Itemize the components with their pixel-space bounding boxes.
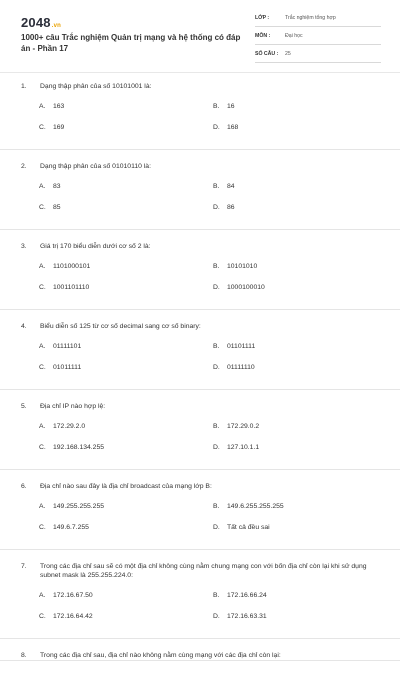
- site-logo[interactable]: [21, 15, 61, 30]
- option-text: 163: [53, 103, 65, 110]
- answer-option[interactable]: [39, 204, 61, 211]
- document-title: 1000+ câu Trắc nghiệm Quản trị mạng và hệ thống có đáp án - Phần 17: [21, 33, 241, 53]
- answer-option[interactable]: [213, 423, 259, 430]
- option-text: 01101111: [227, 343, 256, 350]
- question-text: [0, 651, 400, 660]
- option-letter: D.: [213, 204, 220, 211]
- answer-option[interactable]: [39, 592, 93, 599]
- question-text: [0, 562, 400, 580]
- answer-option[interactable]: [213, 204, 235, 211]
- option-letter: A.: [39, 343, 46, 350]
- option-letter: C.: [39, 204, 46, 211]
- option-text: 172.29.2.0: [53, 423, 86, 430]
- question-text: [0, 242, 400, 251]
- answer-option[interactable]: [213, 524, 270, 531]
- option-letter: B.: [213, 103, 220, 110]
- answer-options: [0, 343, 400, 389]
- answer-option[interactable]: [39, 183, 61, 190]
- answer-option[interactable]: [213, 343, 255, 350]
- answer-option[interactable]: [213, 613, 267, 620]
- option-text: 192.168.134.255: [53, 444, 105, 451]
- question-item: [0, 651, 400, 661]
- question-stem: Địa chỉ IP nào hợp lệ:: [40, 403, 106, 410]
- logo-text: 2048: [21, 15, 51, 30]
- answer-option[interactable]: [213, 444, 259, 451]
- answer-option[interactable]: [39, 423, 85, 430]
- logo-suffix: .vn: [51, 23, 62, 29]
- meta-row-count: [255, 50, 381, 63]
- question-number: 2.: [21, 163, 27, 170]
- option-text: 149.6.255.255.255: [227, 503, 284, 510]
- option-text: 10101010: [227, 263, 258, 270]
- question-stem: Trong các địa chỉ sau sẽ có một địa chỉ không cùng nằm chung mạng con với bốn địa chỉ còn lại khi sử dụng subnet mask là 255.255.224.0:: [40, 563, 367, 579]
- question-number: 4.: [21, 323, 27, 330]
- answer-options: [0, 503, 400, 549]
- option-letter: B.: [213, 503, 220, 510]
- question-stem: Trong các địa chỉ sau, địa chỉ nào không nằm cùng mạng với các địa chỉ còn lại:: [40, 652, 281, 659]
- option-letter: A.: [39, 592, 46, 599]
- meta-value: Trắc nghiệm tổng hợp: [285, 15, 336, 21]
- answer-option[interactable]: [213, 503, 284, 510]
- option-letter: D.: [213, 124, 220, 131]
- question-text: [0, 82, 400, 91]
- option-letter: D.: [213, 613, 220, 620]
- option-text: 169: [53, 124, 65, 131]
- option-text: 01111110: [227, 364, 255, 371]
- option-letter: D.: [213, 524, 220, 531]
- meta-value: Đại học: [285, 33, 303, 39]
- answer-option[interactable]: [39, 364, 81, 371]
- answer-option[interactable]: [213, 103, 235, 110]
- answer-options: [0, 592, 400, 638]
- answer-options: [0, 423, 400, 469]
- option-text: 1001101110: [53, 284, 90, 291]
- question-stem: Dạng thập phân của số 01010110 là:: [40, 163, 151, 170]
- question-number: 5.: [21, 403, 27, 410]
- document-meta: [255, 14, 381, 68]
- option-letter: A.: [39, 263, 46, 270]
- option-text: 01011111: [53, 364, 82, 371]
- question-item: [0, 242, 400, 310]
- answer-option[interactable]: [39, 613, 93, 620]
- option-letter: D.: [213, 364, 220, 371]
- question-stem: Giá trị 170 biểu diễn dưới cơ số 2 là:: [40, 243, 151, 250]
- meta-label: LỚP :: [255, 15, 270, 21]
- answer-option[interactable]: [39, 263, 90, 270]
- question-stem: Dạng thập phân của số 10101001 là:: [40, 83, 152, 90]
- question-text: [0, 322, 400, 331]
- option-letter: D.: [213, 284, 220, 291]
- option-letter: C.: [39, 524, 46, 531]
- question-number: 6.: [21, 483, 27, 490]
- option-text: 1101000101: [53, 263, 91, 270]
- option-letter: A.: [39, 103, 46, 110]
- question-number: 1.: [21, 83, 27, 90]
- question-number: 7.: [21, 563, 27, 570]
- meta-label: SỐ CÂU :: [255, 51, 279, 57]
- meta-row-subject: [255, 32, 381, 45]
- option-text: 1000100010: [227, 284, 265, 291]
- option-letter: C.: [39, 613, 46, 620]
- answer-option[interactable]: [39, 103, 64, 110]
- meta-label: MÔN :: [255, 33, 271, 39]
- question-item: [0, 402, 400, 470]
- option-letter: B.: [213, 592, 220, 599]
- answer-option[interactable]: [213, 124, 238, 131]
- question-number: 8.: [21, 652, 27, 659]
- answer-option[interactable]: [213, 263, 257, 270]
- option-text: Tất cả đều sai: [227, 524, 270, 531]
- answer-options: [0, 263, 400, 309]
- question-item: [0, 482, 400, 550]
- option-text: 172.16.64.42: [53, 613, 93, 620]
- option-letter: C.: [39, 124, 46, 131]
- option-text: 149.6.7.255: [53, 524, 89, 531]
- question-text: [0, 482, 400, 491]
- option-text: 149.255.255.255: [53, 503, 105, 510]
- question-stem: Địa chỉ nào sau đây là địa chỉ broadcast của mạng lớp B:: [40, 483, 212, 490]
- option-letter: B.: [213, 183, 220, 190]
- question-item: [0, 162, 400, 230]
- answer-option[interactable]: [39, 124, 64, 131]
- question-item: [0, 322, 400, 390]
- option-letter: B.: [213, 423, 220, 430]
- answer-option[interactable]: [39, 524, 89, 531]
- option-text: 86: [227, 204, 235, 211]
- option-letter: A.: [39, 503, 46, 510]
- header-divider: [0, 72, 400, 73]
- option-letter: A.: [39, 183, 46, 190]
- option-text: 172.16.67.50: [53, 592, 93, 599]
- option-letter: A.: [39, 423, 46, 430]
- answer-option[interactable]: [39, 444, 104, 451]
- answer-options: [0, 103, 400, 149]
- question-stem: Biểu diễn số 125 từ cơ số decimal sang cơ số binary:: [40, 323, 201, 330]
- option-letter: B.: [213, 343, 220, 350]
- option-text: 01111101: [53, 343, 82, 350]
- option-text: 83: [53, 183, 61, 190]
- option-text: 172.29.0.2: [227, 423, 260, 430]
- question-text: [0, 162, 400, 171]
- option-letter: C.: [39, 284, 46, 291]
- answer-option[interactable]: [213, 364, 255, 371]
- question-text: [0, 402, 400, 411]
- answer-option[interactable]: [39, 284, 89, 291]
- option-text: 127.10.1.1: [227, 444, 260, 451]
- option-text: 172.16.63.31: [227, 613, 267, 620]
- meta-value: 25: [285, 51, 291, 57]
- answer-option[interactable]: [213, 183, 235, 190]
- answer-option[interactable]: [213, 592, 267, 599]
- answer-option[interactable]: [39, 343, 81, 350]
- option-letter: C.: [39, 364, 46, 371]
- question-number: 3.: [21, 243, 27, 250]
- answer-option[interactable]: [39, 503, 104, 510]
- option-text: 168: [227, 124, 239, 131]
- option-letter: C.: [39, 444, 46, 451]
- option-text: 85: [53, 204, 61, 211]
- option-text: 84: [227, 183, 235, 190]
- question-list: [0, 78, 400, 673]
- question-item: [0, 562, 400, 639]
- option-letter: B.: [213, 263, 220, 270]
- option-letter: D.: [213, 444, 220, 451]
- option-text: 172.16.66.24: [227, 592, 267, 599]
- meta-row-class: [255, 14, 381, 27]
- answer-option[interactable]: [213, 284, 265, 291]
- option-text: 16: [227, 103, 235, 110]
- document-header: [0, 0, 400, 72]
- question-item: [0, 82, 400, 150]
- answer-options: [0, 183, 400, 229]
